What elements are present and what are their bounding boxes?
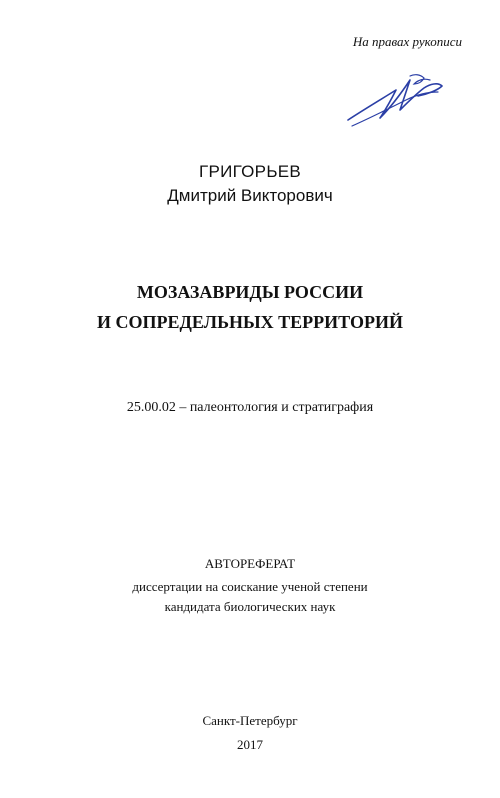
specialty-code: 25.00.02 – палеонтология и стратиграфия [126,400,374,415]
rights-note: На правах рукописи [352,34,462,49]
dissertation-line-1: диссертации на соискание ученой степени [132,579,368,594]
signature-icon [340,62,450,132]
city: Санкт-Петербург [202,713,298,728]
author-surname: ГРИГОРЬЕВ [198,162,302,181]
author-given-names: Дмитрий Викторович [167,186,333,205]
abstract-label: АВТОРЕФЕРАТ [204,556,296,571]
title-line-2: И СОПРЕДЕЛЬНЫХ ТЕРРИТОРИЙ [97,312,403,332]
year: 2017 [237,737,263,752]
dissertation-line-2: кандидата биологических наук [164,599,336,614]
title-line-1: МОЗАЗАВРИДЫ РОССИИ [136,282,364,302]
